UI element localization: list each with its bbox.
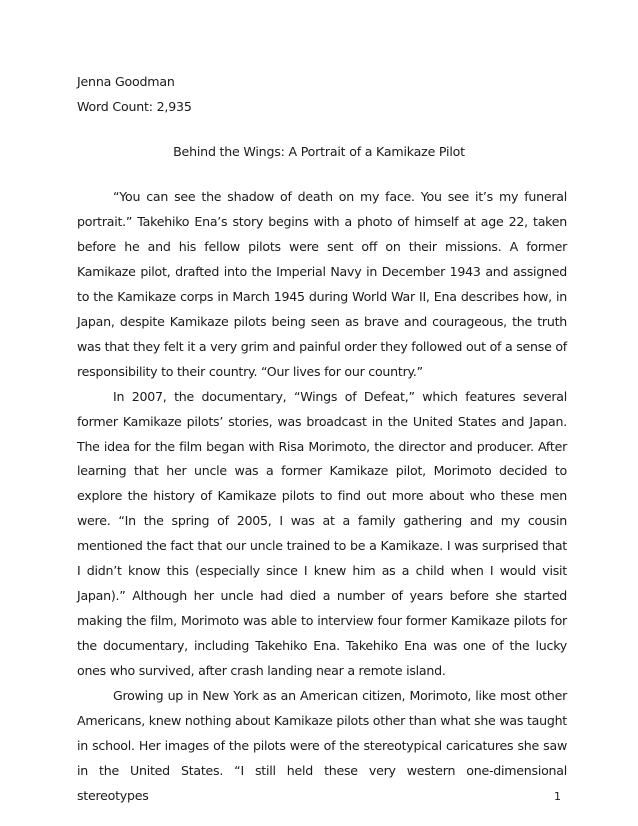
essay-body bbox=[77, 185, 567, 809]
essay-title: Behind the Wings: A Portrait of a Kamikaze Pilot bbox=[173, 144, 465, 159]
author-name: Jenna Goodman bbox=[77, 74, 175, 89]
paragraph-1: “You can see the shadow of death on my face. You see it’s my funeral portrait.” Takehiko Ena’s story begins with a photo of himself at age 22, taken before he and his fellow pilots were sent off on their missions. A former Kamikaze pilot, drafted into the Imperial Navy in December 1943 and assigned to the Kamikaze corps in March 1945 during World War II, Ena describes how, in Japan, despite Kamikaze pilots being seen as brave and courageous, the truth was that they felt it a very grim and painful order they followed out of a sense of responsibility to their country. “Our lives for our country.” bbox=[77, 189, 567, 379]
paragraph-2: In 2007, the documentary, “Wings of Defeat,” which features several former Kamikaze pilots’ stories, was broadcast in the United States and Japan. The idea for the film began with Risa Morimoto, the director and producer. After learning that her uncle was a former Kamikaze pilot, Morimoto decided to explore the history of Kamikaze pilots to find out more about who these men were. “In the spring of 2005, I was at a family gathering and my cousin mentioned the fact that our uncle trained to be a Kamikaze. I was surprised that I didn’t know this (especially since I knew him as a child when I would visit Japan).” Although her uncle had died a number of years before she started making the film, Morimoto was able to interview four former Kamikaze pilots for the documentary, including Takehiko Ena. Takehiko Ena was one of the lucky ones who survived, after crash landing near a remote island. bbox=[77, 388, 567, 679]
word-count: Word Count: 2,935 bbox=[77, 99, 192, 114]
paragraph-3: Growing up in New York as an American citizen, Morimoto, like most other Americans, knew nothing about Kamikaze pilots other than what she was taught in school. Her images of the pilots were of the stereotypical caricatures she saw in the United States. “I still held these very western one-dimensional stereotypes bbox=[77, 688, 567, 803]
page-number: 1 bbox=[554, 790, 561, 803]
